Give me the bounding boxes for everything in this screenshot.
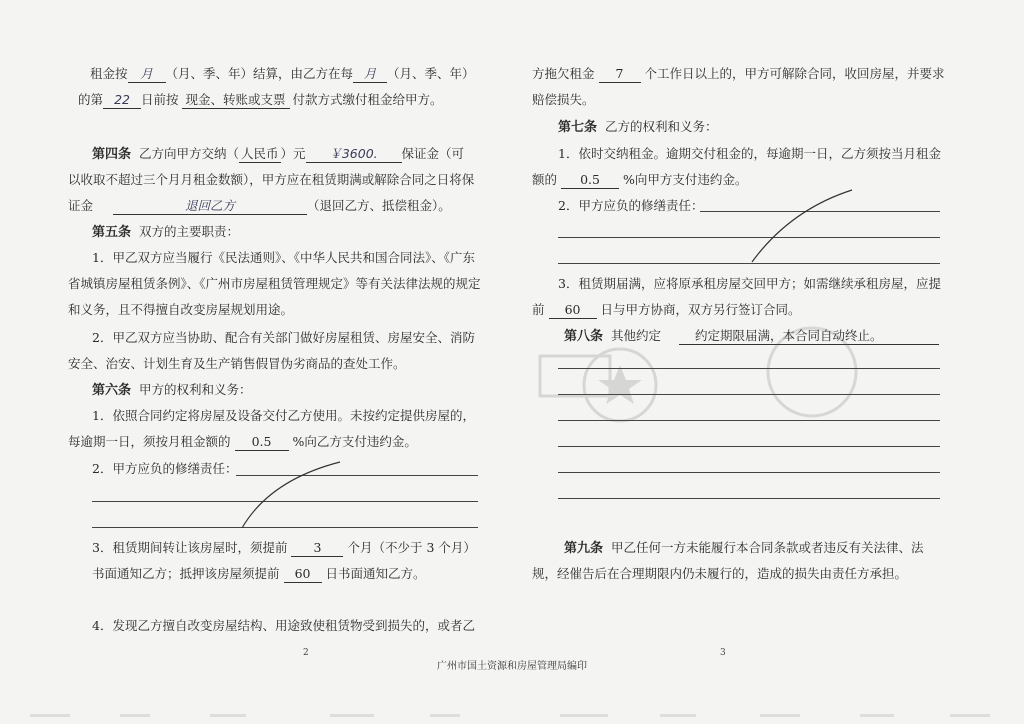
article-7-item-2: 2．甲方应负的修缮责任： [558,198,704,213]
rent-payment-line [78,92,443,109]
handwritten-day: 22 [103,92,141,109]
text: （退回乙方、抵偿租金）。 [307,198,451,213]
article-6-item-4: 4．发现乙方擅自改变房屋结构、用途致使租赁物受到损失的，或者乙 [92,618,475,633]
page-number: 3 [720,648,726,658]
text: 租金按 [90,66,128,81]
blank-line [558,420,940,421]
text: （月、季、年） [387,66,475,81]
text: 个工作日以上的，甲方可解除合同，收回房屋，并要求 [644,66,945,81]
text: 其他约定 [610,328,661,343]
renewal-notice-days: 60 [549,302,597,319]
left-page [0,0,512,700]
blank-line [558,472,940,473]
text: 额的 [532,172,558,187]
text: ）元 [280,146,306,161]
text: 日前按 [141,92,179,107]
rent-settlement-line [90,66,475,83]
article-5-title: 第五条 [92,225,132,240]
blank-line [558,394,940,395]
penalty-rate: 0.5 [235,434,289,451]
article-5-heading [92,224,239,241]
transfer-notice-months: 3 [291,540,343,557]
rent-arrears-days: 7 [599,66,641,83]
blank-line [92,501,478,502]
article-4-line-3 [68,198,451,215]
publisher-footer: 广州市国土资源和房屋管理局编印 [437,661,587,672]
article-6-title: 第六条 [92,383,132,398]
article-5-item-2-line-1: 2．甲乙双方应当协助、配合有关部门做好房屋租赁、房屋安全、消防 [92,330,475,345]
payment-method: 现金、转账或支票 [182,92,290,109]
blank-line [236,475,478,476]
article-7-item-3-line-2 [532,302,801,319]
article-7-heading [558,119,717,136]
currency: 人民币 [240,146,279,161]
text: 日与甲方协商，双方另行签订合同。 [600,302,801,317]
article-6-item-3-line-1 [92,540,476,557]
article-7-title: 第七条 [558,120,598,135]
text: 3．租赁期间转让该房屋时，须提前 [92,540,288,555]
scan-noise [30,714,990,717]
deposit-amount: ￥3600. [306,146,402,163]
article-8-heading [564,328,939,345]
article-7-item-3-line-1: 3．租赁期届满，应将原承租房屋交回甲方；如需继续承租房屋，应提 [558,276,941,291]
text: （月、季、年）结算，由乙方在每 [165,66,354,81]
handwritten-period: 月 [128,66,166,83]
article-6-item-2: 2．甲方应负的修缮责任： [92,461,238,476]
article-6-item-1-line-1: 1．依照合同约定将房屋及设备交付乙方使用。未按约定提供房屋的， [92,408,475,423]
text: 付款方式缴付租金给甲方。 [292,92,443,107]
blank-line [558,446,940,447]
blank-line [558,237,940,238]
article-6-item-4-end: 赔偿损失。 [532,92,595,107]
article-4-line-2: 以收取不超过三个月月租金数额），甲方应在租赁期满或解除合同之日将保 [68,172,475,187]
text: 日书面通知乙方。 [325,566,426,581]
text: 乙方向甲方交纳（ [138,146,239,161]
article-6-item-4-cont [532,66,945,83]
text: 甲乙任何一方未能履行本合同条款或者违反有关法律、法 [610,540,924,555]
text: 方拖欠租金 [532,66,595,81]
article-5-item-2-line-2: 安全、治安、计划生育及生产销售假冒伪劣商品的查处工作。 [68,356,406,371]
article-7-item-1-line-2 [532,172,747,189]
article-6-item-1-line-2 [68,434,417,451]
other-agreement-text: 约定期限届满，本合同自动终止。 [679,328,939,345]
text: 个月（不少于 3 个月） [347,540,476,555]
blank-line [700,211,940,212]
page-number: 2 [303,648,309,658]
blank-line [92,527,478,528]
article-7-item-1-line-1: 1．依时交纳租金。逾期交付租金的，每逾期一日，乙方须按当月租金 [558,146,941,161]
late-fee-rate: 0.5 [561,172,619,189]
article-8-title: 第八条 [564,329,604,344]
article-5-item-1-line-2: 省城镇房屋租赁条例》、《广州市房屋租赁管理规定》等有关法律法规的规定 [68,276,481,291]
article-4-line-1 [92,146,464,163]
article-5-item-1-line-3: 和义务，且不得擅自改变房屋规划用途。 [68,302,294,317]
blank-line [558,263,940,264]
article-6-heading [92,382,251,399]
text: 每逾期一日，须按月租金额的 [68,434,231,449]
mortgage-notice-days: 60 [284,566,322,583]
article-9-line-2: 规，经催告后在合理期限内仍未履行的，造成的损失由责任方承担。 [532,566,908,581]
text: 保证金（可 [401,146,465,161]
handwritten-period: 月 [353,66,387,83]
text: 甲方的权利和义务： [138,382,252,397]
text: 的第 [78,92,104,107]
text: 乙方的权利和义务： [604,119,718,134]
text: 书面通知乙方；抵押该房屋须提前 [92,566,280,581]
text: %向乙方支付违约金。 [292,434,417,449]
text: 双方的主要职责： [138,224,239,239]
text: 前 [532,302,545,317]
right-page [512,0,1024,700]
article-4-title: 第四条 [92,147,132,162]
text: 证金 [68,198,94,213]
article-9-line-1 [564,540,923,557]
blank-line [558,368,940,369]
article-5-item-1-line-1: 1．甲乙双方应当履行《民法通则》、《中华人民共和国合同法》、《广东 [92,250,475,265]
handwritten-deposit-handling: 退回乙方 [113,198,307,215]
blank-line [558,498,940,499]
text: %向甲方支付违约金。 [623,172,748,187]
article-6-item-3-line-2 [92,566,426,583]
article-9-title: 第九条 [564,541,604,556]
